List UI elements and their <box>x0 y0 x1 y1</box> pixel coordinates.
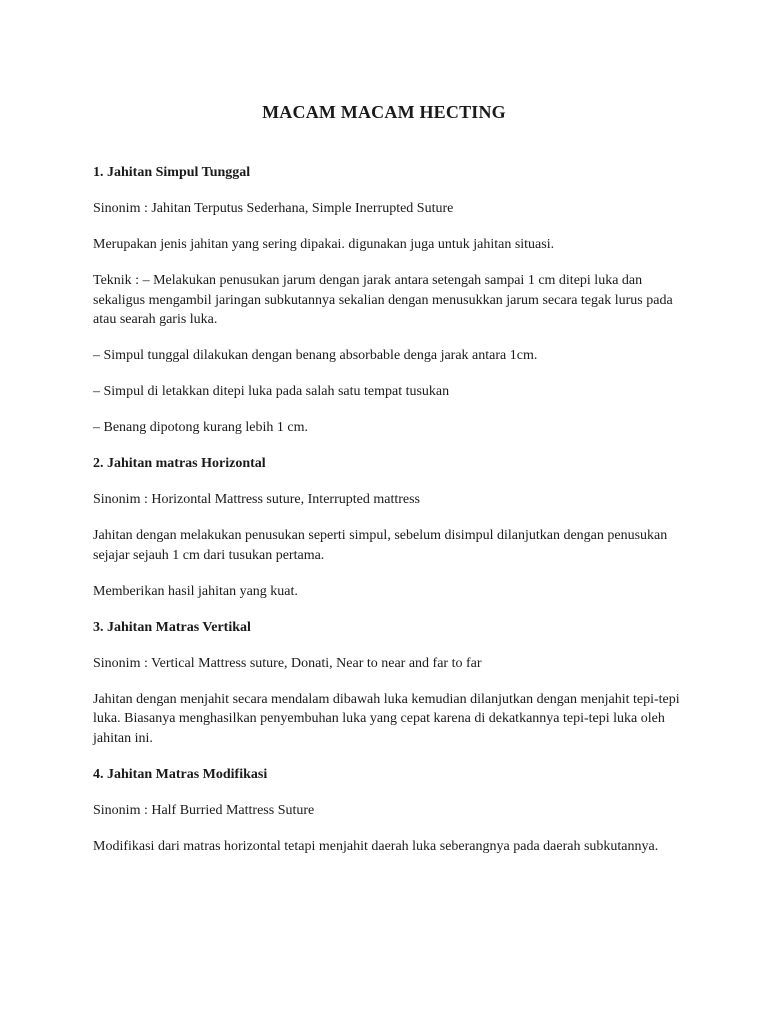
section-paragraph: Jahitan dengan menjahit secara mendalam dibawah luka kemudian dilanjutkan dengan menjahit tepi-tepi luka. Biasanya menghasilkan penyembuhan luka yang cepat karena di dekatkannya tepi-tepi luka oleh jahitan ini. <box>93 691 680 746</box>
section-paragraph: – Simpul tunggal dilakukan dengan benang absorbable denga jarak antara 1cm. <box>93 348 538 363</box>
section-paragraph: Sinonim : Half Burried Mattress Suture <box>93 802 315 818</box>
section-heading: 2. Jahitan matras Horizontal <box>93 456 266 471</box>
section-heading: 4. Jahitan Matras Modifikasi <box>93 766 268 782</box>
section-paragraph: Teknik : – Melakukan penusukan jarum dengan jarak antara setengah sampai 1 cm ditepi luka dan sekaligus mengambil jaringan subkutannya sekalian dengan menusukkan jarum secara tegak lurus pada atau searah garis luka. <box>93 273 673 327</box>
section-paragraph: Sinonim : Vertical Mattress suture, Donati, Near to near and far to far <box>93 655 482 671</box>
section-paragraph: Memberikan hasil jahitan yang kuat. <box>93 583 298 599</box>
section-paragraph: Sinonim : Horizontal Mattress suture, Interrupted mattress <box>93 492 420 507</box>
section-paragraph: Jahitan dengan melakukan penusukan seperti simpul, sebelum disimpul dilanjutkan dengan penusukan sejajar sejauh 1 cm dari tusukan pertama. <box>93 528 668 563</box>
section-heading: 3. Jahitan Matras Vertikal <box>93 619 251 635</box>
section-paragraph: Merupakan jenis jahitan yang sering dipakai. digunakan juga untuk jahitan situasi. <box>93 237 555 252</box>
section-paragraph: Modifikasi dari matras horizontal tetapi menjahit daerah luka seberangnya pada daerah subkutannya. <box>93 838 659 854</box>
document-body <box>93 163 683 873</box>
section-paragraph: Sinonim : Jahitan Terputus Sederhana, Simple Inerrupted Suture <box>93 201 454 216</box>
section-paragraph: – Benang dipotong kurang lebih 1 cm. <box>93 420 309 435</box>
section-heading: 1. Jahitan Simpul Tunggal <box>93 165 251 180</box>
section-paragraph: – Simpul di letakkan ditepi luka pada salah satu tempat tusukan <box>93 384 450 399</box>
document-title: MACAM MACAM HECTING <box>262 102 506 123</box>
